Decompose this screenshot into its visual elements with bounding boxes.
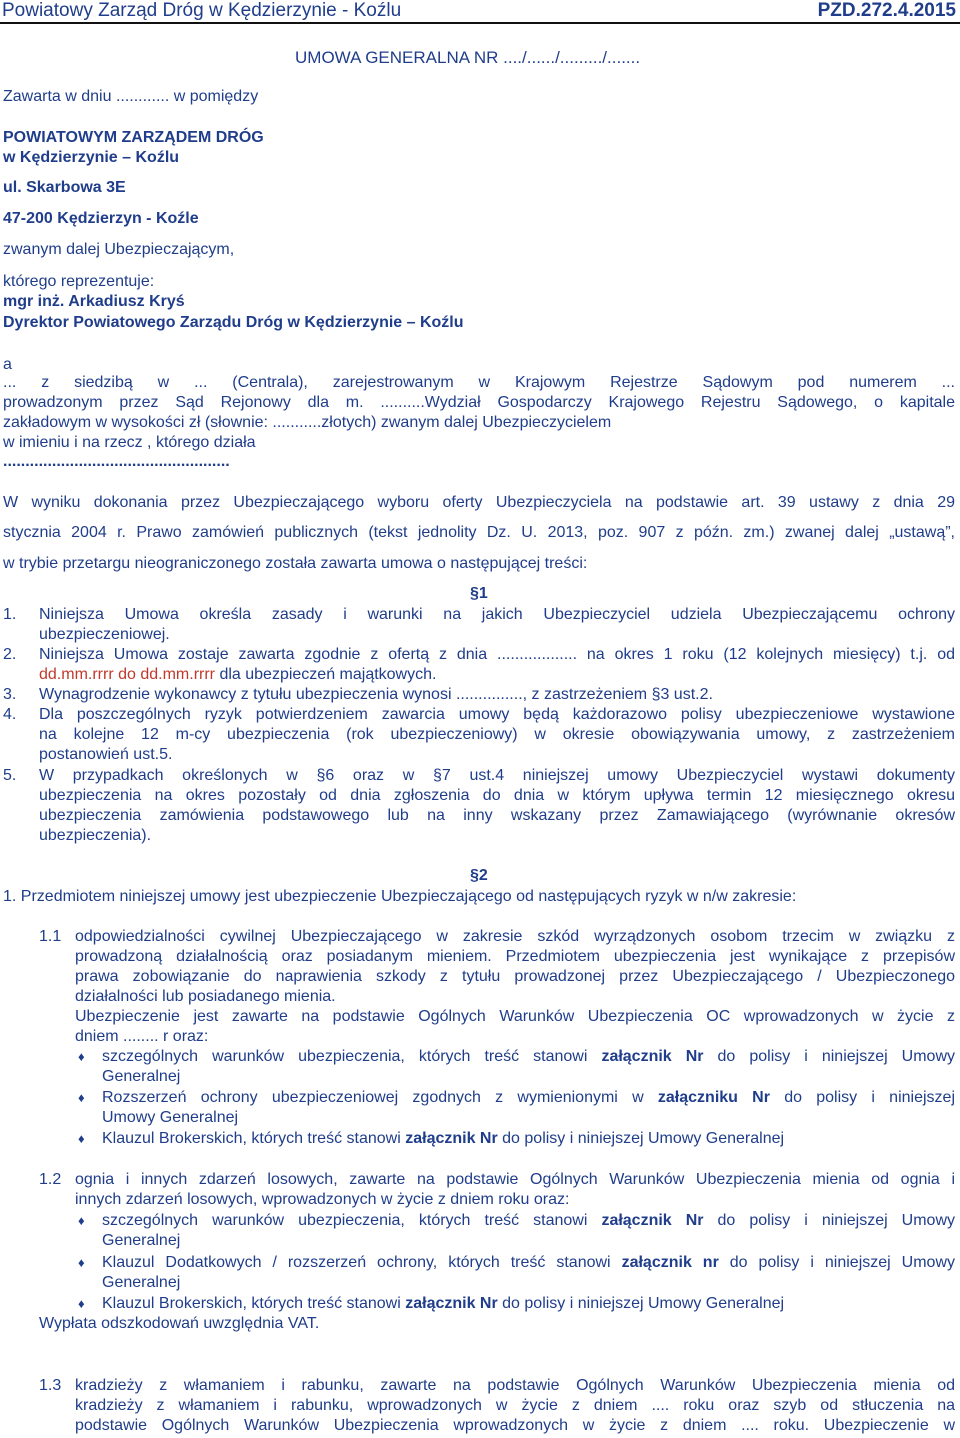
p11-num: 1.1: [39, 928, 62, 945]
party2-line3: zakładowym w wysokości zł (słownie: ...........złotych) zwanym dalej Ubezpieczycielem: [3, 414, 612, 431]
p11-bullet2-icon: ♦: [78, 1090, 85, 1105]
p12-line2: innych zdarzeń losowych, wprowadzonych w życie z dniem roku oraz:: [75, 1191, 570, 1208]
p12-bullet2-icon: ♦: [78, 1255, 85, 1270]
p11-bullet1-line2: Generalnej: [102, 1068, 181, 1085]
s1-item2-dates: dd.mm.rrrr do dd.mm.rrrr: [39, 666, 215, 683]
s1-item4-line1: Dla poszczególnych ryzyk potwierdzeniem zawarcia umowy będą każdorazowo polisy ubezpieczeniowe wystawione: [39, 706, 955, 723]
intro-a: a: [3, 356, 12, 373]
p11-line5: Ubezpieczenie jest zawarte na podstawie Ogólnych Warunków Ubezpieczenia OC wprowadzonych w życie z: [75, 1008, 955, 1025]
p13-line3: podstawie Ogólnych Warunków Ubezpieczenia wprowadzonych w życie z dniem .... roku. Ubezpieczenie w: [75, 1417, 955, 1434]
s1-item5-num: 5.: [3, 767, 17, 784]
p12-num: 1.2: [39, 1171, 62, 1188]
s1-item2-num: 2.: [3, 646, 17, 663]
preamble-line1: W wyniku dokonania przez Ubezpieczającego wyboru oferty Ubezpieczyciela na podstawie art. 39 ustawy z dnia 29: [3, 494, 955, 511]
p11-line6: dniem ........ r oraz:: [75, 1028, 209, 1045]
s1-item5-line2: ubezpieczenia na okres pozostały od dnia zgłoszenia do dnia w którym upływa termin 12 miesięcznego okresu: [39, 787, 955, 804]
p12-vat: Wypłata odszkodowań uwzględnia VAT.: [39, 1315, 320, 1332]
p12-line1: ognia i innych zdarzeń losowych, zawarte na podstawie Ogólnych Warunków Ubezpieczenia mienia od ognia i: [75, 1171, 955, 1188]
s1-item2-line1: Niniejsza Umowa zostaje zawarta zgodnie z ofertą z dnia .................. na okres 1 roku (12 kolejnych miesięcy) t.j. od: [39, 646, 955, 663]
party2-line4: w imieniu i na rzecz , którego działa: [3, 434, 256, 451]
party2-line1: ... z siedzibą w ... (Centrala), zarejestrowanym w Krajowym Rejestrze Sądowym pod numerem ...: [3, 374, 955, 391]
s1-item5-line3: ubezpieczenia zamówienia podstawowego lub na inny wskazany przez Zamawiającego (wyrównanie okresów: [39, 807, 955, 824]
party2-line5: ...................................................: [3, 453, 230, 470]
s1-item1-num: 1.: [3, 606, 17, 623]
page-header: [0, 0, 960, 24]
intro-zwanym: zwanym dalej Ubezpieczającym,: [3, 241, 235, 258]
p13-line1: kradzieży z włamaniem i rabunku, zawarte na podstawie Ogólnych Warunków Ubezpieczenia mienia od: [75, 1377, 955, 1394]
p11-line4: działalności lub posiadanego mienia.: [75, 988, 336, 1005]
header-institution: Powiatowy Zarząd Dróg w Kędzierzynie - Koźlu: [2, 0, 402, 21]
s1-item3-line1: Wynagrodzenie wykonawcy z tytułu ubezpieczenia wynosi ..............., z zastrzeżeniem §3 ust.2.: [39, 686, 713, 703]
p13-num: 1.3: [39, 1377, 62, 1394]
contract-title: UMOWA GENERALNA NR ..../....../........./.......: [295, 48, 641, 67]
p11-bullet1-line1: szczególnych warunków ubezpieczenia, których treść stanowi załącznik Nr do polisy i niniejszej Umowy: [102, 1048, 956, 1065]
p12-bullet1-icon: ♦: [78, 1213, 85, 1228]
intro-ktorego: którego reprezentuje:: [3, 273, 155, 290]
p11-bullet3-line1: Klauzul Brokerskich, których treść stanowi załącznik Nr do polisy i niniejszej Umowy Generalnej: [102, 1130, 785, 1147]
intro-zawarta: Zawarta w dniu ............ w pomiędzy: [3, 88, 259, 105]
p12-bullet1-line1: szczególnych warunków ubezpieczenia, których treść stanowi załącznik Nr do polisy i niniejszej Umowy: [102, 1212, 956, 1229]
intro-person: mgr inż. Arkadiusz Kryś: [3, 293, 185, 310]
s1-item1-line1: Niniejsza Umowa określa zasady i warunki na jakich Ubezpieczyciel udziela Ubezpieczającemu ochrony: [39, 606, 955, 623]
p11-line2: prowadzoną działalnością oraz posiadanym mieniem. Przedmiotem ubezpieczenia jest wynikające z przepisów: [75, 948, 955, 965]
intro-street: ul. Skarbowa 3E: [3, 179, 126, 196]
p11-bullet1-icon: ♦: [78, 1049, 85, 1064]
header-reference: PZD.272.4.2015: [817, 0, 956, 21]
s1-item2-rest: dla ubezpieczeń majątkowych.: [215, 666, 437, 683]
s1-item4-line3: postanowień ust.5.: [39, 746, 173, 763]
section2-intro: 1. Przedmiotem niniejszej umowy jest ubezpieczenie Ubezpieczającego od następujących ryzyk w n/w zakresie:: [3, 888, 797, 905]
p12-bullet2-line1: Klauzul Dodatkowych / rozszerzeń ochrony, których treść stanowi załącznik nr do polisy i niniejszej Umowy: [102, 1254, 956, 1271]
preamble-line3: w trybie przetargu nieograniczonego została zawarta umowa o następującej treści:: [3, 555, 588, 572]
p12-bullet3-line1: Klauzul Brokerskich, których treść stanowi załącznik Nr do polisy i niniejszej Umowy Generalnej: [102, 1295, 785, 1312]
party2-line2: prowadzonym przez Sąd Rejonowy dla m. ..........Wydział Gospodarczy Krajowego Rejestru Sądowego, o kapitale: [3, 394, 955, 411]
p11-line3: prawa zobowiązanie do naprawienia szkody z tytułu prowadzonej przez Ubezpieczającego / Ubezpieczonego: [75, 968, 955, 985]
p13-line2: kradzieży z włamaniem i rabunku, wprowadzonych w życie z dniem .... roku oraz szyb od stłuczenia na: [75, 1397, 955, 1414]
p11-line1: odpowiedzialności cywilnej Ubezpieczającego w zakresie szkód wyrządzonych osobom trzecim w związku z: [75, 928, 955, 945]
section2-heading: §2: [470, 867, 488, 884]
s1-item4-num: 4.: [3, 706, 17, 723]
p11-bullet3-icon: ♦: [78, 1131, 85, 1146]
s1-item1-line2: ubezpieczeniowej.: [39, 626, 170, 643]
intro-city: 47-200 Kędzierzyn - Koźle: [3, 210, 199, 227]
s1-item2-line2: [39, 665, 436, 685]
intro-org1: POWIATOWYM ZARZĄDEM DRÓG: [3, 129, 264, 146]
s1-item4-line2: na kolejne 12 m-cy ubezpieczenia (rok ubezpieczeniowy) w okresie obowiązywania umowy, z zastrzeżeniem: [39, 726, 955, 743]
p12-bullet1-line2: Generalnej: [102, 1232, 181, 1249]
p11-bullet2-line2: Umowy Generalnej: [102, 1109, 239, 1126]
s1-item5-line1: W przypadkach określonych w §6 oraz w §7 ust.4 niniejszej umowy Ubezpieczyciel wystawi dokumenty: [39, 767, 955, 784]
p11-bullet2-line1: Rozszerzeń ochrony ubezpieczeniowej zgodnych z wymienionymi w załączniku Nr do polisy i niniejszej: [102, 1089, 955, 1106]
s1-item3-num: 3.: [3, 686, 17, 703]
intro-org2: w Kędzierzynie – Koźlu: [3, 149, 180, 166]
section1-heading: §1: [470, 585, 488, 602]
s1-item5-line4: ubezpieczenia).: [39, 827, 152, 844]
p12-bullet2-line2: Generalnej: [102, 1274, 181, 1291]
preamble-line2: stycznia 2004 r. Prawo zamówień publicznych (tekst jednolity Dz. U. 2013, poz. 907 z późn. zm.) zwanej dalej „ustawą”,: [3, 524, 955, 541]
p12-bullet3-icon: ♦: [78, 1296, 85, 1311]
intro-position: Dyrektor Powiatowego Zarządu Dróg w Kędzierzynie – Koźlu: [3, 314, 464, 331]
